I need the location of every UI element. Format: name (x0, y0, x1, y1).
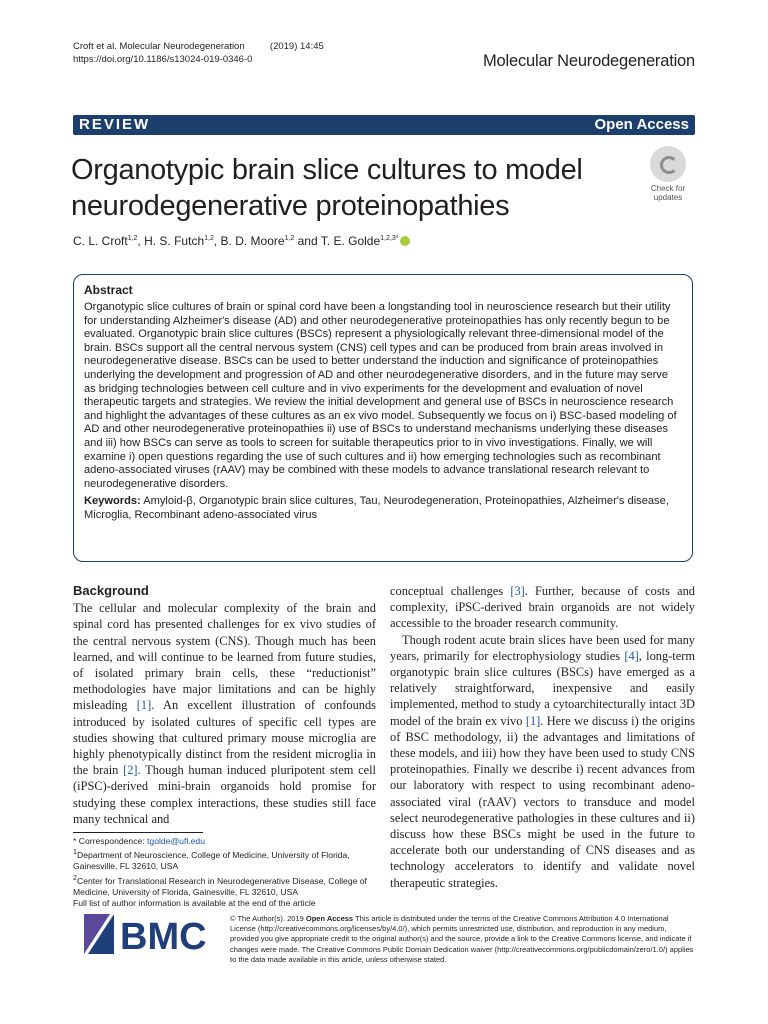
citation-link[interactable]: [1] (525, 713, 541, 728)
citation-link[interactable]: [2] (123, 763, 138, 778)
check-for-updates-button[interactable] (640, 146, 696, 206)
check-updates-line1: Check for (650, 184, 686, 193)
paragraph (390, 632, 695, 891)
article-type-banner (73, 115, 695, 135)
doi-link[interactable]: https://doi.org/10.1186/s13024-019-0346-0 (73, 54, 253, 65)
citation-year: (2019) 14:45 (269, 41, 324, 52)
bmc-logo-icon (84, 910, 214, 958)
open-access-label: Open Access (594, 116, 689, 133)
section-heading: Background (73, 583, 149, 598)
footnote-divider (73, 832, 203, 833)
check-updates-icon (650, 146, 686, 182)
citation-authors: Croft et al. Molecular Neurodegeneration (73, 41, 245, 52)
paragraph (73, 600, 376, 827)
journal-name: Molecular Neurodegeneration (483, 52, 695, 70)
article-title: Organotypic brain slice cultures to model neurodegenerative proteinopathies (71, 154, 583, 222)
affiliation-number: 2 (73, 873, 77, 882)
abstract-heading: Abstract (84, 283, 133, 297)
orcid-icon[interactable] (400, 236, 410, 246)
separator: , (213, 234, 221, 248)
text-run: The cellular and molecular complexity of the brain and spinal cord has presented challenges for ex vivo studies of the central nervous system (CNS). Though much has been learned, and will continue to be learned from future studies, of isolated primary brain cells, these “reductionist” methodologies have major limitations and can be highly misleading (73, 601, 376, 713)
keywords-label: Keywords: (84, 495, 141, 508)
abstract-text: Organotypic slice cultures of brain or spinal cord have been a longstanding tool in neuroscience research but their utility for understanding Alzheimer's disease (AD) and other neurodegenerative proteinopathies has only recently begun to be evaluated. Organotypic brain slice cultures (BSCs) represent a physiologically relevant three-dimensional model of the brain. BSCs support all the central nervous system (CNS) cell types and can be produced from brain areas involved in neurodegenerative disease. BSCs can be used to better understand the induction and significance of proteinopathies underlying the development and progression of AD and other neurodegenerative disorders, and in the future may serve as bridging technologies between cell culture and in vivo experiments for the development and evaluation of novel therapeutic targets and strategies. We review the initial development and general use of BSCs in neuroscience research and highlight the advantages of these cultures as an ex vivo model. Subsequently we focus on i) BSC-based modeling of AD and other neurodegenerative proteinopathies ii) use of BSCs to understand mechanisms underlying these diseases and iii) how BSCs can serve as tools to screen for suitable therapeutics prior to in vivo investigations. Finally, we will examine i) open questions regarding the use of such cultures and ii) how emerging technologies such as recombinant adeno-associated viruses (rAAV) may be combined with these models to advance translational research relevant to neurodegenerative disorders. (84, 301, 677, 490)
email-link[interactable]: tgolde@ufl.edu (147, 836, 205, 846)
keywords (84, 495, 682, 522)
paragraph (390, 583, 695, 632)
citation-link[interactable]: [1] (136, 698, 152, 713)
text-run: , long-term organotypic brain slice cultures (BSCs) have emerged as a relatively straightforward, inexpensive and easily implemented, method to study a cytoarchitecturally intact 3D model of the brain ex vivo (390, 648, 696, 728)
author-name: T. E. Golde (320, 234, 381, 248)
body-column-left (73, 583, 376, 827)
author-name: H. S. Futch (144, 234, 205, 248)
bmc-logo-text: BMC (120, 916, 207, 958)
keywords-list: Amyloid-β, Organotypic brain slice cultures, Tau, Neurodegeneration, Proteinopathies, Alzheimer's disease, Microglia, Recombinant adeno-associated virus (84, 495, 669, 521)
author-name: C. L. Croft (73, 234, 128, 248)
full-author-info-note: Full list of author information is available at the end of the article (73, 898, 316, 909)
open-access-note: Open Access (305, 914, 354, 923)
text-run: conceptual challenges (390, 584, 511, 598)
correspondence-label: * Correspondence: (73, 836, 148, 846)
copyright: © The Author(s). 2019 (230, 914, 306, 923)
text-run: . Further, because of costs and complexity, iPSC-derived brain organoids are not widely accessible to the broader research community. (390, 584, 696, 631)
affiliation: Department of Neuroscience, College of Medicine, University of Florida, Gainesville, FL 32610, USA (73, 850, 350, 872)
author-affiliation: 1,2 (284, 235, 295, 242)
text-run: . Though human induced pluripotent stem cell (iPSC)-derived mini-brain organoids hold promise for studying these complex interactions, these studies still face many technical and (73, 763, 376, 826)
bmc-logo (84, 910, 214, 958)
running-header (73, 40, 324, 66)
separator: and (294, 234, 321, 248)
affiliation: Center for Translational Research in Neurodegenerative Disease, College of Medicine, University of Florida, Gainesville, FL 32610, USA (73, 875, 367, 897)
article-type-label: REVIEW (79, 116, 151, 133)
citation-link[interactable]: [4] (624, 648, 639, 663)
footnotes (73, 836, 378, 910)
text-run: . Here we discuss i) the origins of BSC methodology, ii) the advantages and limitations of these models, and iii) how they have been used to study CNS proteinopathies. Finally we describe i) recent advances from our laboratory with respect to using recombinant adeno-associated viral (rAAV) vectors to transduce and model select neurodegenerative pathologies in these cultures and ii) discuss how these BSCs might be used in the future to accelerate both our understanding of CNS diseases and as technology accelerators to identify and validate novel therapeutic strategies. (390, 713, 695, 890)
author-name: B. D. Moore (220, 234, 285, 248)
separator: , (137, 234, 145, 248)
license-text: This article is distributed under the terms of the Creative Commons Attribution 4.0 International License (http://creativecommons.org/licenses/by/4.0/), which permits unrestricted use, distribution, and reproduction in any medium, provided you give appropriate credit to the original author(s) and the source, provide a link to the Creative Commons license, and indicate if changes were made. The Creative Commons Public Domain Dedication waiver (http://creativecommons.org/publicdomain/zero/1.0/) applies to the data made available in this article, unless otherwise stated. (230, 914, 694, 964)
text-run: . An excellent illustration of confounds introduced by isolated cultures of specific cell types are studies showing that cultured primary mouse microglia are highly phenotypically distinct from the resident microglia in the brain (73, 698, 376, 778)
citation-link[interactable]: [3] (510, 584, 525, 598)
body-column-right (390, 583, 695, 891)
license-statement (230, 914, 696, 965)
text-run: Though rodent acute brain slices have been used for many years, primarily for electrophysiology studies (390, 632, 695, 663)
check-updates-line2: updates (653, 193, 683, 202)
author-affiliation: 1,2,3* (380, 235, 399, 242)
author-affiliation: 1,2 (204, 235, 214, 242)
author-affiliation: 1,2 (127, 235, 138, 242)
abstract-box (73, 274, 693, 562)
author-list (73, 234, 410, 248)
affiliation-number: 1 (73, 848, 77, 857)
